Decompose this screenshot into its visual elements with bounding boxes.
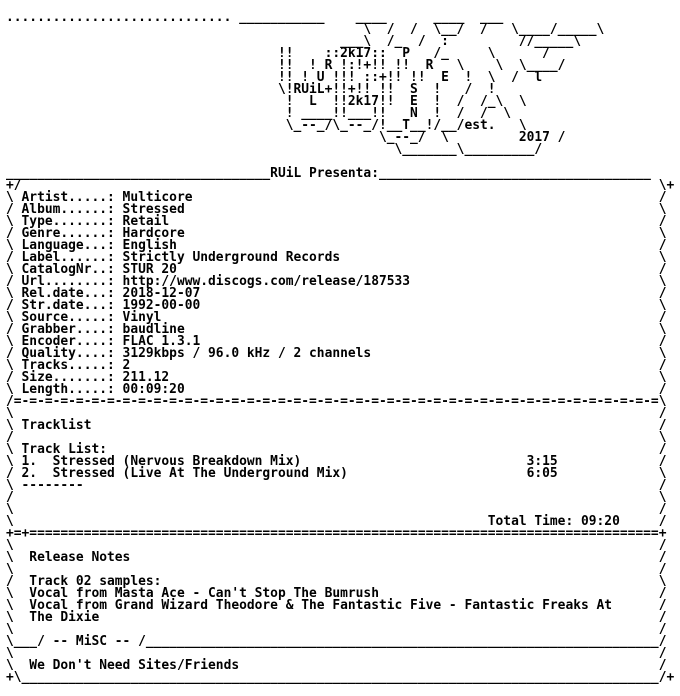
- nfo-line: ! L !!2k17!! E ! / /_\ \: [6, 94, 527, 109]
- nfo-line: \ Release Notes /: [6, 550, 667, 565]
- nfo-line: ___\ /_ / : //_____\: [6, 34, 581, 49]
- nfo-line: / Genre......: Hardcore \: [6, 226, 667, 241]
- nfo-line: \ Vocal from Masta Ace - Can't Stop The Bumrush /: [6, 586, 667, 601]
- nfo-line: / Str.date...: 1992-00-00 \: [6, 298, 667, 313]
- nfo-line: \ Vocal from Grand Wizard Theodore & The Fantastic Five - Fantastic Freaks At /: [6, 598, 667, 613]
- nfo-line: ! ____!!___!! N ! / / \: [6, 106, 512, 121]
- nfo-line: \ Track List: /: [6, 442, 667, 457]
- nfo-line: +\__________________________________________________________________________________/+: [6, 670, 675, 685]
- nfo-line: \ Type.......: Retail /: [6, 214, 667, 229]
- nfo-line: / Album......: Stressed \: [6, 202, 667, 217]
- nfo-line: \___/ -- MiSC -- /__________________________________________________________________/: [6, 634, 667, 649]
- nfo-line: / \: [6, 490, 667, 505]
- nfo-line: \ Length.....: 00:09:20 /: [6, 382, 667, 397]
- nfo-line: \ Artist.....: Multicore /: [6, 190, 667, 205]
- nfo-line: /=-=-=-=-=-=-=-=-=-=-=-=-=-=-=-=-=-=-=-=-=-=-=-=-=-=-=-=-=-=-=-=-=-=-=-=-=-=-=-=-=-=\: [6, 394, 667, 409]
- nfo-line: \!RUiL+!!+!! !! S ! / !: [6, 82, 496, 97]
- nfo-line: \ /: [6, 502, 667, 517]
- nfo-line: \ CatalogNr..: STUR 20 /: [6, 262, 667, 277]
- nfo-line: \ Rel.date...: 2018-12-07 /: [6, 286, 667, 301]
- nfo-line: !! ::2k17:: P /_ \ /: [6, 46, 550, 61]
- nfo-line: / \: [6, 430, 667, 445]
- nfo-line: \ 1. Stressed (Nervous Breakdown Mix) 3:15 /: [6, 454, 667, 469]
- nfo-line: \ Tracklist /: [6, 418, 667, 433]
- nfo-line: !! ! R !:!+!! !! R \ \ \____/: [6, 58, 566, 73]
- nfo-line: ............................. ___________ ____ ____ ___: [6, 10, 504, 25]
- nfo-line: \ Total Time: 09:20 /: [6, 514, 667, 529]
- nfo-line: \ /: [6, 562, 667, 577]
- nfo-line: / 2. Stressed (Live At The Underground Mix) 6:05 \: [6, 466, 667, 481]
- nfo-line: / Track 02 samples: \: [6, 574, 667, 589]
- nfo-line: / Size.......: 211.12 \: [6, 370, 667, 385]
- nfo-line: \ /: [6, 646, 667, 661]
- nfo-line: \ /: [6, 538, 667, 553]
- nfo-line: \ Tracks.....: 2 /: [6, 358, 667, 373]
- nfo-line: \ /: [6, 622, 667, 637]
- nfo-line: \ Encoder....: FLAC 1.3.1 /: [6, 334, 667, 349]
- nfo-line: +/ \+: [6, 178, 675, 193]
- nfo-line: / Url........: http://www.discogs.com/release/187533 \: [6, 274, 667, 289]
- nfo-line: \ /: [6, 406, 667, 421]
- nfo-line: !! ! U !!! ::+!! !! E ! \ / l: [6, 70, 543, 85]
- nfo-line: \ Language...: English /: [6, 238, 667, 253]
- nfo-line: \_______\_________/: [6, 142, 543, 157]
- nfo-line: \ The Dixie /: [6, 610, 667, 625]
- nfo-line: \_--_/ \ 2017 /: [6, 130, 566, 145]
- nfo-line: \ We Don't Need Sites/Friends /: [6, 658, 667, 673]
- nfo-line: \ -------- /: [6, 478, 667, 493]
- nfo-line: \_--_/\_--_/!__T__!/__/est. \: [6, 118, 527, 133]
- nfo-line: / Label......: Strictly Underground Records \: [6, 250, 667, 265]
- nfo-line: __________________________________RUiL Presenta:___________________________________: [6, 166, 651, 181]
- nfo-line: / Grabber....: baudline \: [6, 322, 667, 337]
- nfo-line: +=+=================================================================================+: [6, 526, 667, 541]
- nfo-text-block: [6, 12, 674, 684]
- nfo-line: \ Source.....: Vinyl /: [6, 310, 667, 325]
- nfo-line: \ / / \__/ / \____/_____\: [6, 22, 605, 37]
- nfo-line: / Quality....: 3129kbps / 96.0 kHz / 2 channels \: [6, 346, 667, 361]
